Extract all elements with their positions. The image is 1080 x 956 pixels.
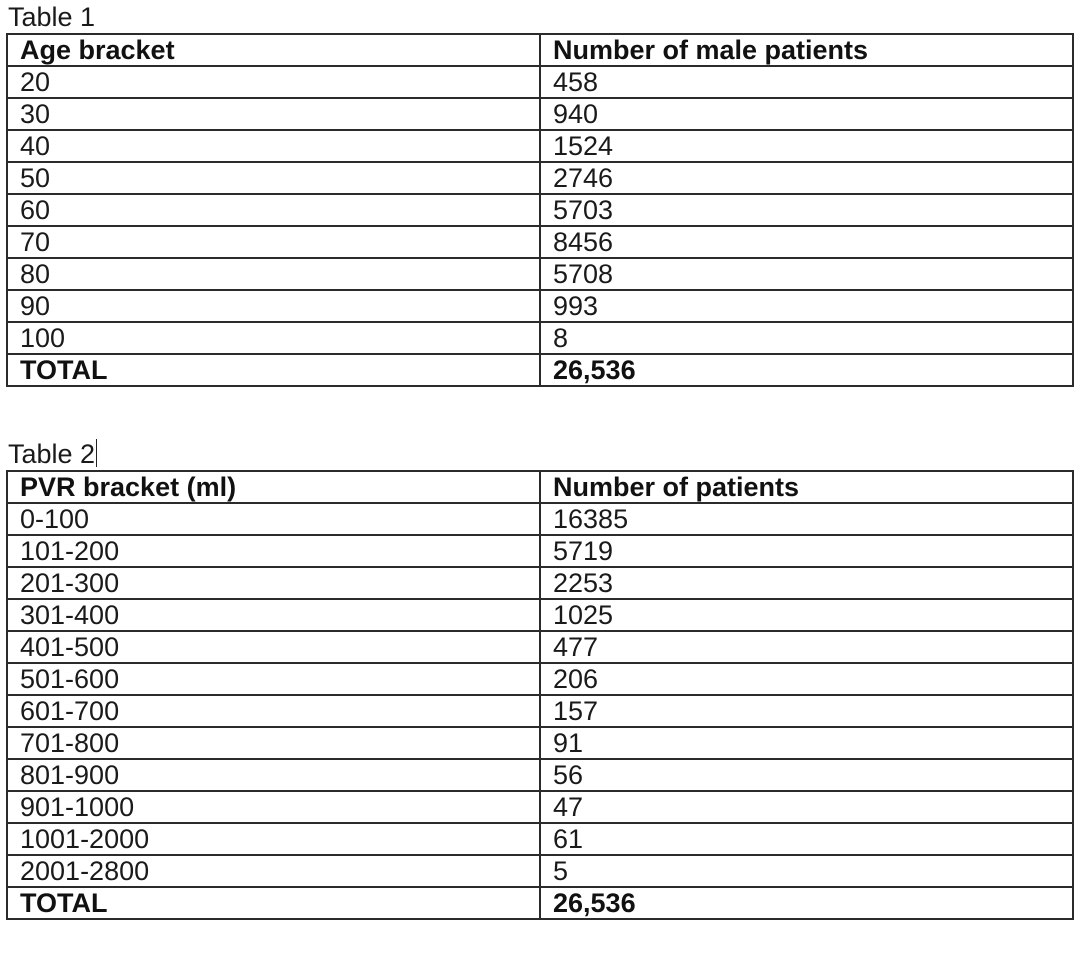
cell-value: 56 — [540, 759, 1073, 791]
cell-label: 2001-2800 — [7, 855, 540, 887]
table-row — [7, 855, 1073, 887]
table-header-row — [7, 34, 1073, 66]
cell-label: Age bracket — [7, 34, 540, 66]
cell-label: 50 — [7, 162, 540, 194]
cell-label: 20 — [7, 66, 540, 98]
cell-label: 301-400 — [7, 599, 540, 631]
table-row — [7, 727, 1073, 759]
table-row — [7, 98, 1073, 130]
cell-label: 901-1000 — [7, 791, 540, 823]
table-row — [7, 322, 1073, 354]
cell-value: 2746 — [540, 162, 1073, 194]
cell-value: 47 — [540, 791, 1073, 823]
cell-label: 60 — [7, 194, 540, 226]
cell-value: 1025 — [540, 599, 1073, 631]
table-total-row — [7, 887, 1073, 919]
table-row — [7, 535, 1073, 567]
cell-label: 30 — [7, 98, 540, 130]
table-1-caption — [8, 2, 95, 32]
table-row — [7, 823, 1073, 855]
table-row — [7, 791, 1073, 823]
cell-label: 501-600 — [7, 663, 540, 695]
cell-value: 16385 — [540, 503, 1073, 535]
table-1-caption-text: Table 1 — [8, 2, 96, 32]
cell-value: 5708 — [540, 258, 1073, 290]
cell-label: 401-500 — [7, 631, 540, 663]
cell-label: 100 — [7, 322, 540, 354]
table-row — [7, 663, 1073, 695]
table-row — [7, 258, 1073, 290]
table-row — [7, 503, 1073, 535]
cell-label: 101-200 — [7, 535, 540, 567]
cell-label: 70 — [7, 226, 540, 258]
cell-label: 0-100 — [7, 503, 540, 535]
table-2-body — [7, 471, 1073, 919]
cell-label: 1001-2000 — [7, 823, 540, 855]
cell-value: 26,536 — [540, 354, 1073, 386]
cell-value: 8456 — [540, 226, 1073, 258]
cell-value: 8 — [540, 322, 1073, 354]
table-1-body — [7, 34, 1073, 386]
cell-value: 458 — [540, 66, 1073, 98]
table-row — [7, 66, 1073, 98]
table-row — [7, 226, 1073, 258]
table-row — [7, 290, 1073, 322]
cell-value: 26,536 — [540, 887, 1073, 919]
cell-value: Number of male patients — [540, 34, 1073, 66]
cell-value: 5 — [540, 855, 1073, 887]
cell-value: 157 — [540, 695, 1073, 727]
cell-value: 2253 — [540, 567, 1073, 599]
cell-value: 477 — [540, 631, 1073, 663]
cell-value: 206 — [540, 663, 1073, 695]
cell-value: 993 — [540, 290, 1073, 322]
cell-value: 5719 — [540, 535, 1073, 567]
cell-label: PVR bracket (ml) — [7, 471, 540, 503]
table-2-caption — [8, 439, 97, 469]
table-row — [7, 695, 1073, 727]
cell-value: 1524 — [540, 130, 1073, 162]
cell-value: 940 — [540, 98, 1073, 130]
cell-label: TOTAL — [7, 887, 540, 919]
text-cursor — [96, 439, 97, 467]
cell-label: TOTAL — [7, 354, 540, 386]
table-row — [7, 567, 1073, 599]
cell-label: 80 — [7, 258, 540, 290]
table-row — [7, 130, 1073, 162]
table-row — [7, 759, 1073, 791]
table-header-row — [7, 471, 1073, 503]
table-total-row — [7, 354, 1073, 386]
cell-label: 90 — [7, 290, 540, 322]
table-row — [7, 162, 1073, 194]
table-row — [7, 599, 1073, 631]
table-2-caption-text: Table 2 — [8, 439, 96, 469]
cell-value: 5703 — [540, 194, 1073, 226]
cell-value: 61 — [540, 823, 1073, 855]
cell-label: 701-800 — [7, 727, 540, 759]
table-row — [7, 631, 1073, 663]
cell-label: 601-700 — [7, 695, 540, 727]
cell-label: 40 — [7, 130, 540, 162]
cell-label: 201-300 — [7, 567, 540, 599]
table-2 — [6, 470, 1074, 920]
table-1 — [6, 33, 1074, 387]
cell-value: Number of patients — [540, 471, 1073, 503]
cell-label: 801-900 — [7, 759, 540, 791]
cell-value: 91 — [540, 727, 1073, 759]
table-row — [7, 194, 1073, 226]
